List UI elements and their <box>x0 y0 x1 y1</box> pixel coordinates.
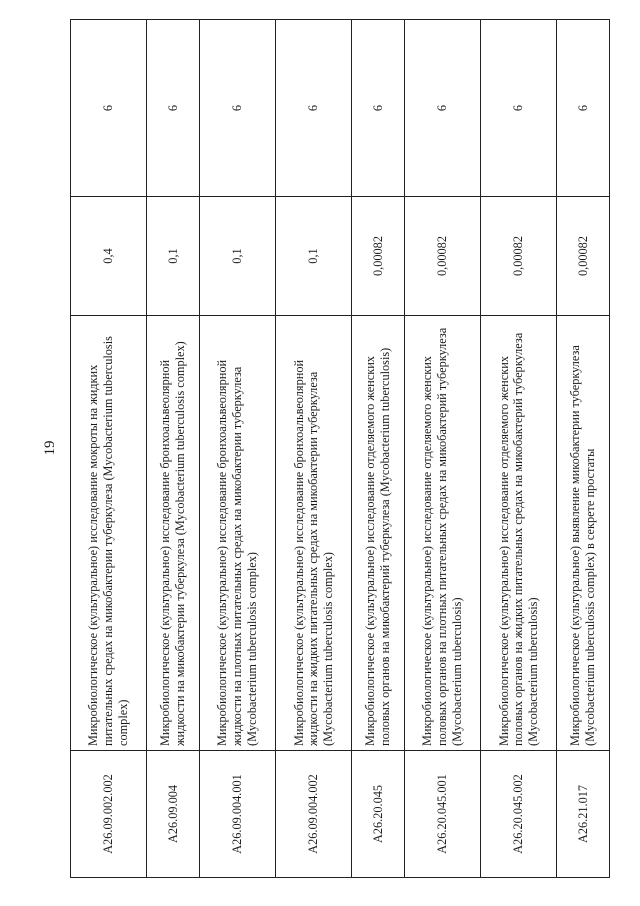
multiplicity-value: 6 <box>276 20 352 197</box>
service-code: A26.21.017 <box>557 751 610 878</box>
rotated-table-wrapper <box>70 56 610 878</box>
service-name: Микробиологическое (культуральное) исследование бронхоальвеолярной жидкости на плотных питательных средах на микобактерии туберкулеза (Mycobacterium tuberculosis complex) <box>199 316 275 751</box>
service-code: A26.09.002.002 <box>71 751 147 878</box>
frequency-value: 0,1 <box>147 197 199 316</box>
table-row <box>199 20 275 878</box>
service-name: Микробиологическое (культуральное) исследование бронхоальвеолярной жидкости на микобактерии туберкулеза (Mycobacterium tuberculosis complex) <box>147 316 199 751</box>
service-name: Микробиологическое (культуральное) исследование отделяемого женских половых органов на микобактерий туберкулеза (Mycobacterium tuberculosis) <box>352 316 404 751</box>
frequency-value: 0,00082 <box>404 197 480 316</box>
frequency-value: 0,1 <box>276 197 352 316</box>
service-code: A26.09.004.001 <box>199 751 275 878</box>
table-row <box>481 20 557 878</box>
frequency-value: 0,1 <box>199 197 275 316</box>
service-name: Микробиологическое (культуральное) выявление микобактерии туберкулеза (Mycobacterium tuberculosis complex) в секрете простаты <box>557 316 610 751</box>
table-row <box>71 20 147 878</box>
service-code: A26.09.004 <box>147 751 199 878</box>
service-code: A26.20.045.002 <box>481 751 557 878</box>
table-row <box>404 20 480 878</box>
table-row <box>147 20 199 878</box>
frequency-value: 0,00082 <box>557 197 610 316</box>
frequency-value: 0,4 <box>71 197 147 316</box>
service-code: A26.09.004.002 <box>276 751 352 878</box>
table-row <box>352 20 404 878</box>
frequency-value: 0,00082 <box>481 197 557 316</box>
table-row <box>276 20 352 878</box>
table-row <box>557 20 610 878</box>
multiplicity-value: 6 <box>404 20 480 197</box>
multiplicity-value: 6 <box>147 20 199 197</box>
multiplicity-value: 6 <box>71 20 147 197</box>
service-name: Микробиологическое (культуральное) исследование отделяемого женских половых органов на жидких питательных средах на микобактерий туберкулеза (Mycobacterium tuberculosis) <box>481 316 557 751</box>
multiplicity-value: 6 <box>481 20 557 197</box>
frequency-value: 0,00082 <box>352 197 404 316</box>
services-table <box>70 19 610 878</box>
service-code: A26.20.045.001 <box>404 751 480 878</box>
service-name: Микробиологическое (культуральное) исследование бронхоальвеолярной жидкости на жидких питательных средах на микобактерии туберкулеза (Mycobacterium tuberculosis complex) <box>276 316 352 751</box>
multiplicity-value: 6 <box>199 20 275 197</box>
page-number: 19 <box>42 440 58 456</box>
service-code: A26.20.045 <box>352 751 404 878</box>
multiplicity-value: 6 <box>352 20 404 197</box>
service-name: Микробиологическое (культуральное) исследование мокроты на жидких питательных средах на микобактерии туберкулеза (Mycobacterium tuberculosis complex) <box>71 316 147 751</box>
service-name: Микробиологическое (культуральное) исследование отделяемого женских половых органов на плотных питательных средах на микобактерий туберкулеза (Mycobacterium tuberculosis) <box>404 316 480 751</box>
multiplicity-value: 6 <box>557 20 610 197</box>
